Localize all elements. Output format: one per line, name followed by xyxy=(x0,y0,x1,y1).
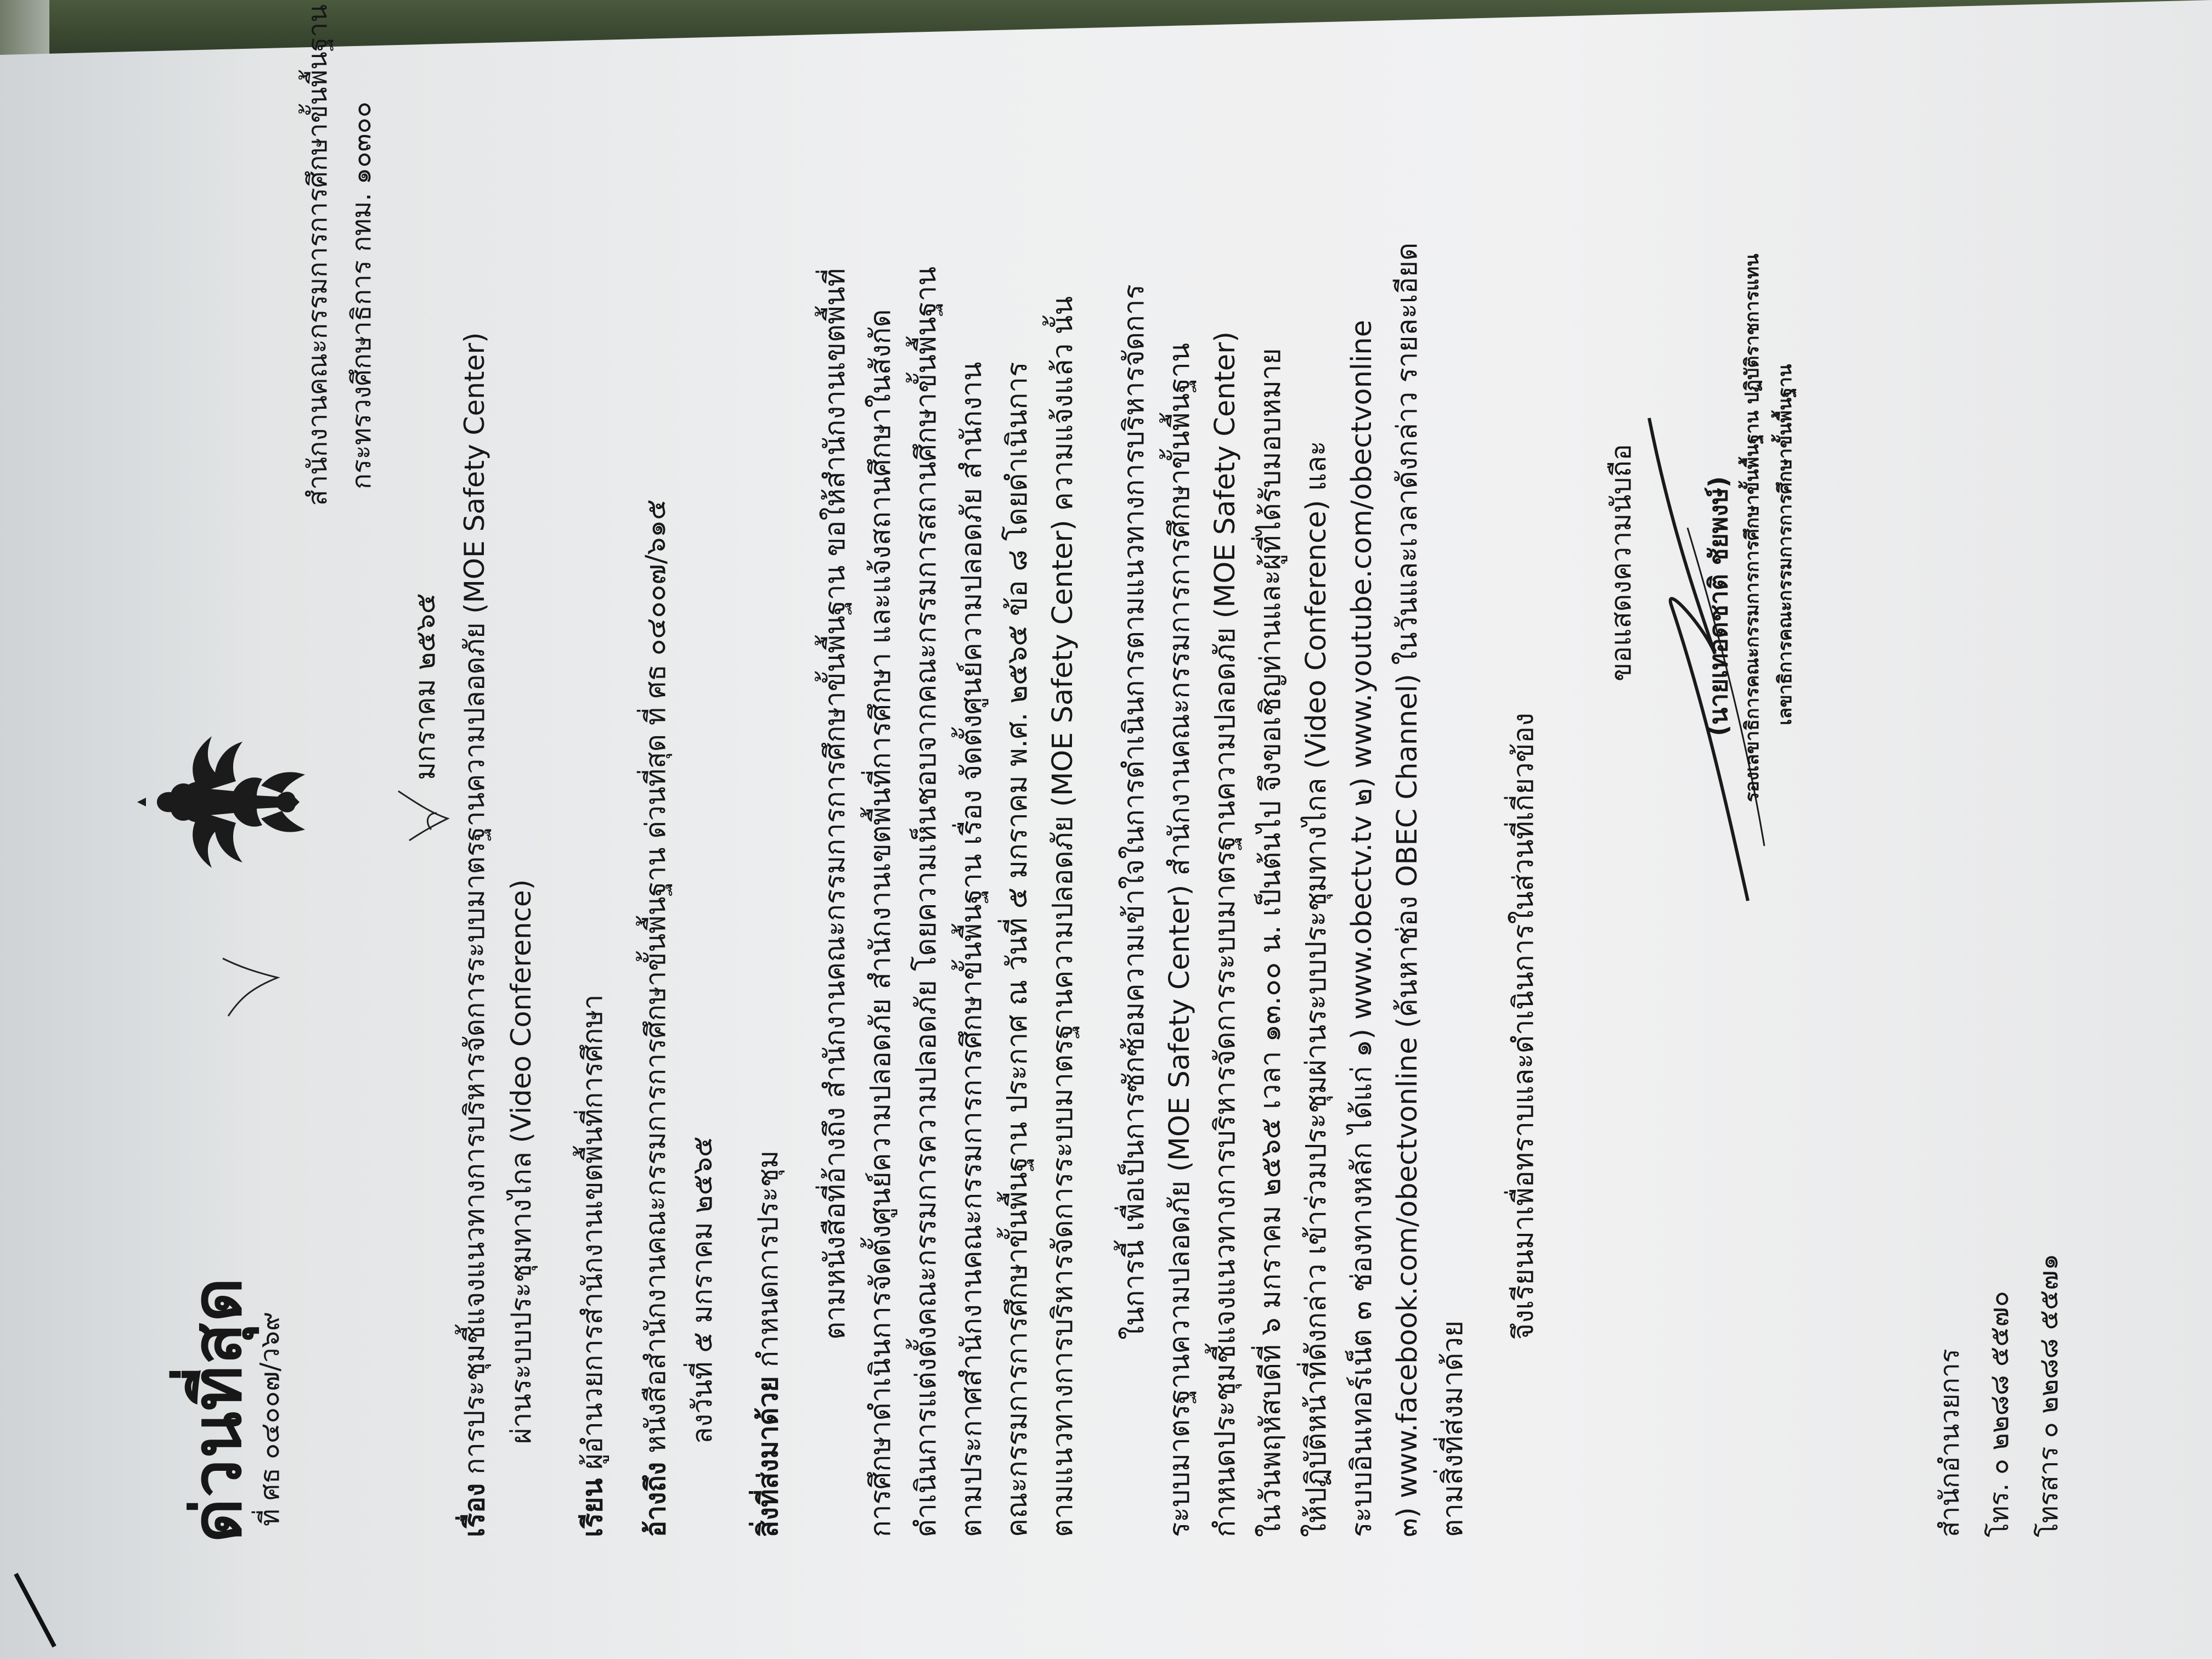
urgency-heading: ด่วนที่สุด xyxy=(177,1277,257,1543)
signer-name: (นายเทอดชาติ ชัยพงษ์) xyxy=(1703,476,1733,736)
initial-mark-icon xyxy=(393,786,453,851)
official-letter-page xyxy=(75,4,2137,1614)
paragraph-2-line: ให้ปฏิบัติหน้าที่ดังกล่าว เข้าร่วมประชุมผ่านระบบประชุมทางไกล (Video Conference) และ xyxy=(1300,441,1333,1537)
enclosure-label: สิ่งที่ส่งมาด้วย xyxy=(752,1376,784,1537)
footer-office: สำนักอำนวยการ xyxy=(1934,1348,1965,1537)
footer-fax: โทรสาร ๐ ๒๒๘๘ ๕๕๗๑ xyxy=(2033,1254,2064,1537)
issuing-office: สำนักงานคณะกรรมการการศึกษาขั้นพื้นฐาน xyxy=(302,4,333,506)
enclosure-text: กำหนดการประชุม xyxy=(752,1150,784,1368)
paragraph-2-line: ระบบมาตรฐานความปลอดภัย (MOE Safety Center) สำนักงานคณะกรรมการการศึกษาขั้นพื้นฐาน xyxy=(1164,343,1196,1537)
closing-salutation: ขอแสดงความนับถือ xyxy=(1605,444,1637,681)
recipient-line xyxy=(571,995,614,1537)
subject-line-2: ผ่านระบบประชุมทางไกล (Video Conference) xyxy=(505,879,537,1444)
issuing-office-address: กระทรวงศึกษาธิการ กทม. ๑๐๓๐๐ xyxy=(346,101,377,489)
reference-text: หนังสือสำนักงานคณะกรรมการการศึกษาขั้นพื้นฐาน ด่วนที่สุด ที่ ศธ ๐๔๐๐๗/๖๑๕ xyxy=(640,499,672,1453)
recipient-label: เรียน xyxy=(577,1478,608,1537)
paragraph-2-line: ในการนี้ เพื่อเป็นการซักซ้อมความเข้าใจในการดำเนินการตามแนวทางการบริหารจัดการ xyxy=(1118,284,1150,1340)
garuda-emblem-icon xyxy=(135,720,316,884)
paragraph-2-line: ระบบอินเทอร์เน็ต ๓ ช่องทางหลัก ได้แก่ ๑) www.obectv.tv ๒) www.youtube.com/obectvonline xyxy=(1346,320,1378,1537)
enclosure-line xyxy=(747,1150,790,1537)
paragraph-1-line: ตามหนังสือที่อ้างถึง สำนักงานคณะกรรมการการศึกษาขั้นพื้นฐาน ขอให้สำนักงานเขตพื้นที่ xyxy=(819,268,851,1340)
signer-title: รองเลขาธิการคณะกรรมการการศึกษาขั้นพื้นฐาน ปฏิบัติราชการแทน xyxy=(1741,253,1763,802)
signer-title-2: เลขาธิการคณะกรรมการการศึกษาขั้นพื้นฐาน xyxy=(1774,364,1796,725)
footer-telephone: โทร. ๐ ๒๒๘๘ ๕๕๗๐ xyxy=(1984,1291,2015,1537)
paragraph-2-line: ในวันพฤหัสบดีที่ ๖ มกราคม ๒๕๖๕ เวลา ๑๓.๐๐ น. เป็นต้นไป จึงขอเชิญท่านและผู้ที่ได้รับมอบหมาย xyxy=(1255,348,1287,1537)
subject-label: เรื่อง xyxy=(459,1483,490,1537)
reference-line xyxy=(634,499,678,1537)
reference-label: อ้างถึง xyxy=(640,1462,672,1537)
paragraph-1-line: คณะกรรมการการศึกษาขั้นพื้นฐาน ประกาศ ณ วันที่ ๕ มกราคม พ.ศ. ๒๕๖๕ ข้อ ๘ โดยดำเนินการ xyxy=(1001,362,1034,1537)
paragraph-1-line: การศึกษาดำเนินการจัดตั้งศูนย์ความปลอดภัย สำนักงานเขตพื้นที่การศึกษา และแจ้งสถานศึกษาในสังกัด xyxy=(865,309,897,1537)
paragraph-2-line: ตามสิ่งที่ส่งมาด้วย xyxy=(1437,1321,1469,1537)
subject-text: การประชุมชี้แจงแนวทางการบริหารจัดการระบบมาตรฐานความปลอดภัย (MOE Safety Center) xyxy=(459,332,490,1475)
letter-date: มกราคม ๒๕๖๕ xyxy=(409,593,441,780)
paragraph-2-line: ๓) www.facebook.com/obectvonline (ค้นหาช่อง OBEC Channel) ในวันและเวลาดังกล่าว รายละเอียด xyxy=(1391,242,1424,1537)
paragraph-1-line: ตามประกาศสำนักงานคณะกรรมการการศึกษาขั้นพื้นฐาน เรื่อง จัดตั้งศูนย์ความปลอดภัย สำนักงาน xyxy=(956,362,988,1537)
reference-number: ที่ ศธ ๐๔๐๐๗/ว๖๙ xyxy=(255,1312,285,1526)
reference-date: ลงวันที่ ๕ มกราคม ๒๕๖๕ xyxy=(686,1136,718,1444)
closing-request: จึงเรียนมาเพื่อทราบและดำเนินการในส่วนที่เกี่ยวข้อง xyxy=(1508,713,1540,1340)
recipient-text: ผู้อำนวยการสำนักงานเขตพื้นที่การศึกษา xyxy=(577,994,608,1470)
paragraph-1-line: ตามแนวทางการบริหารจัดการระบบมาตรฐานความปลอดภัย (MOE Safety Center) ความแจ้งแล้ว นั้น xyxy=(1047,296,1079,1537)
subject-line xyxy=(453,332,496,1537)
paragraph-2-line: กำหนดประชุมชี้แจงแนวทางการบริหารจัดการระบบมาตรฐานความปลอดภัย (MOE Safety Center) xyxy=(1209,331,1242,1537)
paragraph-1-line: ดำเนินการแต่งตั้งคณะกรรมการความปลอดภัย โดยความเห็นชอบจากคณะกรรมการสถานศึกษาขั้นพื้นฐาน xyxy=(910,266,943,1537)
check-mark-icon xyxy=(217,956,283,1022)
